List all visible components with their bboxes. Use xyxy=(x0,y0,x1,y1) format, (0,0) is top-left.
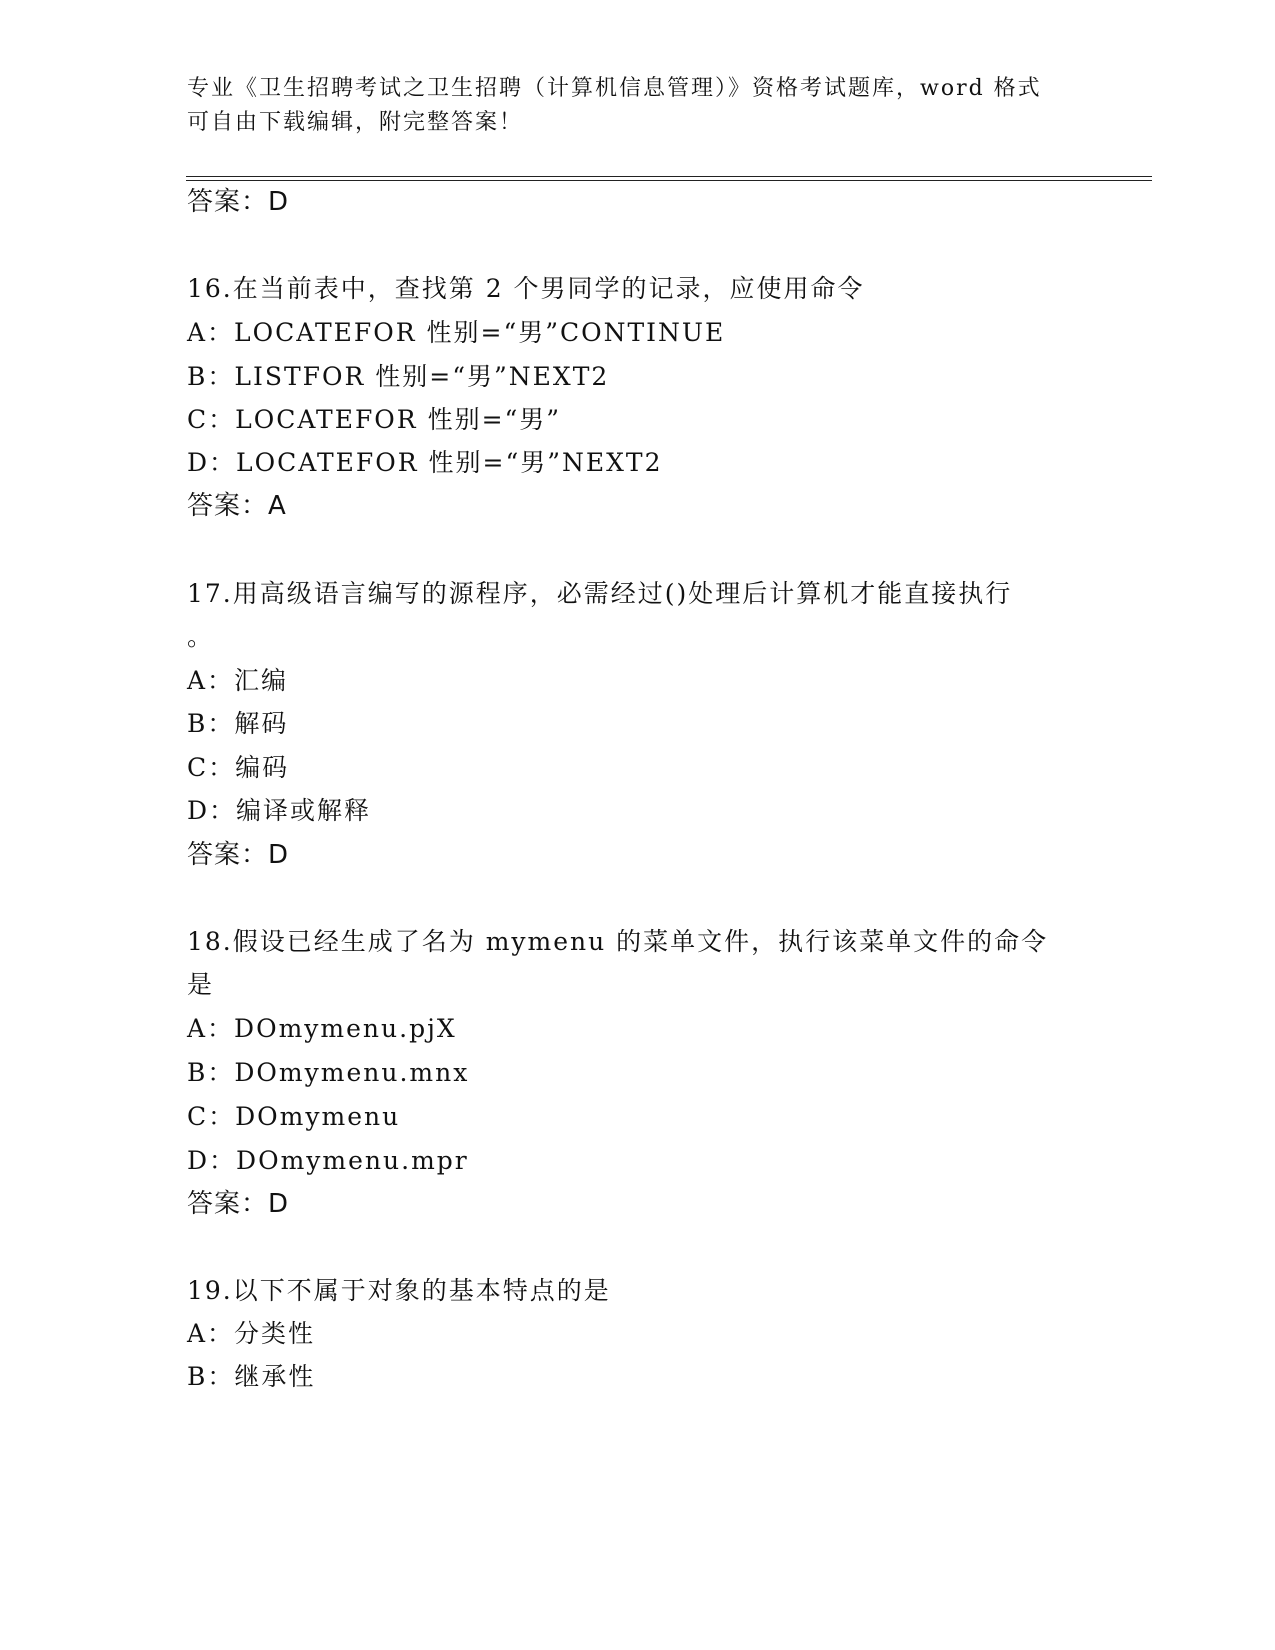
question-17-option-a: A：汇编 xyxy=(187,666,289,695)
question-16-option-b: B：LISTFOR 性别=“男”NEXT2 xyxy=(187,362,610,391)
question-18-answer: 答案：D xyxy=(187,1189,290,1219)
question-18-option-c: C：DOmymenu xyxy=(187,1102,401,1131)
header-line-2: 可自由下载编辑，附完整答案！ xyxy=(187,110,524,135)
question-17-stem: 17.用高级语言编写的源程序，必需经过()处理后计算机才能直接执行 xyxy=(187,579,1013,608)
question-18-stem: 18.假设已经生成了名为 mymenu 的菜单文件，执行该菜单文件的命令 xyxy=(187,927,1049,956)
question-16-answer: 答案：A xyxy=(187,491,287,521)
question-17-stem-continued: 。 xyxy=(187,622,215,651)
question-17-option-c: C：编码 xyxy=(187,753,290,782)
document-header xyxy=(187,72,1067,140)
header-divider-bottom xyxy=(186,180,1152,181)
question-17-option-b: B：解码 xyxy=(187,709,289,738)
answer-15: 答案：D xyxy=(187,187,290,217)
question-19-option-a: A：分类性 xyxy=(187,1319,316,1348)
question-18-stem-continued: 是 xyxy=(187,970,215,999)
question-18-option-b: B：DOmymenu.mnx xyxy=(187,1058,470,1087)
header-line-1: 专业《卫生招聘考试之卫生招聘（计算机信息管理）》资格考试题库，word 格式 xyxy=(187,76,1042,101)
question-16-option-c: C：LOCATEFOR 性别=“男” xyxy=(187,405,562,434)
question-19-stem: 19.以下不属于对象的基本特点的是 xyxy=(187,1276,611,1305)
question-16-option-d: D：LOCATEFOR 性别=“男”NEXT2 xyxy=(187,448,663,477)
question-19-option-b: B：继承性 xyxy=(187,1362,316,1391)
question-16-stem: 16.在当前表中，查找第 2 个男同学的记录，应使用命令 xyxy=(187,274,865,303)
question-16-option-a: A：LOCATEFOR 性别=“男”CONTINUE xyxy=(187,318,726,347)
question-17-answer: 答案：D xyxy=(187,840,290,870)
header-divider-top xyxy=(186,176,1152,177)
question-18-option-d: D：DOmymenu.mpr xyxy=(187,1146,469,1175)
question-17-option-d: D：编译或解释 xyxy=(187,796,372,825)
question-18-option-a: A：DOmymenu.pjX xyxy=(187,1014,457,1043)
